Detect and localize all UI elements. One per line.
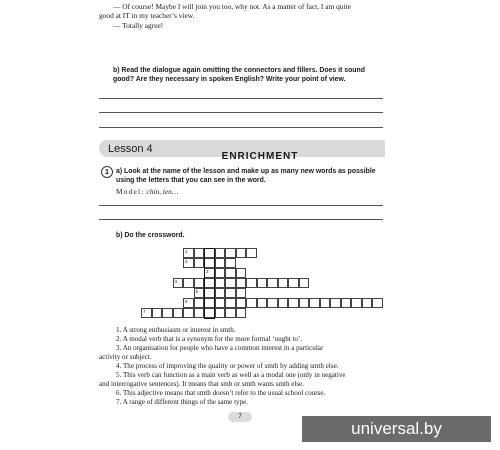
crossword-cell[interactable]	[194, 308, 205, 318]
crossword-cell[interactable]	[173, 308, 184, 318]
task-a-line-1: a) Look at the name of the lesson and make up as many new words as possible	[116, 168, 376, 175]
crossword-cell[interactable]	[236, 268, 247, 278]
crossword-cell[interactable]	[183, 298, 194, 308]
crossword-cell[interactable]	[183, 258, 194, 268]
crossword-cell[interactable]	[204, 278, 215, 288]
dialogue-text-3: — Totally agree!	[113, 21, 164, 30]
crossword-cell[interactable]	[351, 298, 362, 308]
clue-6: 6. This adjective means that smth doesn’t refer to the usual school course.	[116, 389, 326, 397]
crossword-clue-number: 5	[195, 289, 199, 294]
crossword-cell[interactable]	[225, 258, 236, 268]
crossword-cell[interactable]	[194, 278, 205, 288]
crossword-cell[interactable]	[236, 298, 247, 308]
crossword-clue-number: 1	[185, 249, 188, 254]
crossword-cell[interactable]	[257, 298, 268, 308]
crossword-clue-number: 2	[185, 259, 188, 264]
crossword-cell[interactable]	[215, 268, 226, 278]
crossword-clue-number: 3	[206, 269, 209, 274]
clue-3-continued: activity or subject.	[99, 353, 152, 361]
writing-line[interactable]	[99, 127, 383, 128]
lesson-label: Lesson 4	[108, 143, 153, 155]
crossword-cell[interactable]	[215, 278, 226, 288]
crossword-cell[interactable]	[362, 298, 373, 308]
crossword-cell[interactable]	[183, 248, 194, 258]
writing-line[interactable]	[99, 219, 383, 220]
crossword-cell[interactable]	[204, 258, 215, 268]
crossword-clue-number: 7	[143, 309, 146, 314]
crossword-cell[interactable]	[183, 278, 194, 288]
crossword-cell[interactable]	[299, 278, 310, 288]
crossword-clue-number: 6	[185, 299, 188, 304]
crossword-cell[interactable]	[204, 298, 215, 308]
crossword-cell[interactable]	[215, 248, 226, 258]
task-b-top-line-1: b) Read the dialogue again omitting the connectors and fillers. Does it sound	[113, 67, 365, 74]
crossword-cell[interactable]	[225, 268, 236, 278]
clue-2: 2. A modal verb that is a synonym for the more formal ‘ought to’.	[116, 335, 303, 343]
lesson-title: ENRICHMENT	[221, 151, 299, 162]
crossword-cell[interactable]	[225, 308, 236, 318]
crossword-cell[interactable]	[267, 298, 278, 308]
crossword-clue-number: 4	[174, 279, 178, 284]
crossword-cell[interactable]	[215, 258, 226, 268]
task-number-badge: 1	[101, 166, 113, 178]
crossword-key-column	[204, 248, 216, 319]
clue-4: 4. The process of improving the quality or power of smth by adding smth else.	[116, 362, 339, 370]
crossword-cell[interactable]	[246, 248, 257, 258]
crossword-cell[interactable]	[204, 288, 215, 298]
crossword-cell[interactable]	[278, 298, 289, 308]
crossword-cell[interactable]	[215, 308, 226, 318]
crossword-cell[interactable]	[141, 308, 152, 318]
crossword-cell[interactable]	[288, 278, 299, 288]
crossword-cell[interactable]	[152, 308, 163, 318]
crossword-heading: b) Do the crossword.	[116, 232, 185, 239]
writing-line[interactable]	[99, 98, 383, 99]
page-number: 7	[228, 412, 252, 422]
crossword-cell[interactable]	[236, 288, 247, 298]
crossword-cell[interactable]	[194, 288, 205, 298]
writing-line[interactable]	[99, 112, 383, 113]
crossword-cell[interactable]	[204, 268, 215, 278]
clue-7: 7. A range of different things of the same type.	[116, 398, 249, 406]
model-label: Model:	[116, 187, 145, 196]
crossword-cell[interactable]	[204, 308, 215, 318]
crossword-cell[interactable]	[257, 278, 268, 288]
clue-1: 1. A strong enthusiasm or interest in smth.	[116, 326, 236, 334]
task-b-top-line-2: good? Are they necessary in spoken English? Write your point of view.	[113, 76, 346, 83]
crossword-cell[interactable]	[236, 308, 247, 318]
watermark-banner: universal.by	[302, 416, 491, 442]
crossword-cell[interactable]	[173, 278, 184, 288]
task-a-line-2: using the letters that you can see in the word.	[116, 177, 266, 184]
crossword-cell[interactable]	[225, 288, 236, 298]
crossword-cell[interactable]	[267, 278, 278, 288]
crossword-cell[interactable]	[162, 308, 173, 318]
dialogue-text-1: — Of course! Maybe I will join you too, why not. As a matter of fact, I am quite	[113, 2, 351, 11]
writing-line[interactable]	[99, 205, 383, 206]
crossword-cell[interactable]	[225, 298, 236, 308]
crossword-cell[interactable]	[341, 298, 352, 308]
crossword-cell[interactable]	[278, 278, 289, 288]
crossword-cell[interactable]	[215, 288, 226, 298]
crossword-cell[interactable]	[204, 248, 215, 258]
crossword-cell[interactable]	[236, 278, 247, 288]
crossword-cell[interactable]	[236, 248, 247, 258]
model-example-words: chin, ten…	[146, 187, 179, 196]
clue-3: 3. An organisation for people who have a common interest in a particular	[116, 344, 324, 352]
crossword-cell[interactable]	[288, 298, 299, 308]
crossword-cell[interactable]	[246, 298, 257, 308]
crossword-cell[interactable]	[330, 298, 341, 308]
crossword-cell[interactable]	[246, 278, 257, 288]
crossword-cell[interactable]	[225, 278, 236, 288]
crossword-cell[interactable]	[299, 298, 310, 308]
crossword-cell[interactable]	[372, 298, 383, 308]
crossword-cell[interactable]	[183, 308, 194, 318]
crossword-cell[interactable]	[194, 298, 205, 308]
crossword-cell[interactable]	[309, 298, 320, 308]
model-example	[116, 187, 178, 196]
clue-5-continued: and interrogative sentences). It means that smb or smth wants smth else.	[99, 380, 305, 388]
clue-5: 5. This verb can function as a main verb as well as a modal one (only in negative	[116, 371, 346, 379]
crossword-cell[interactable]	[194, 248, 205, 258]
dialogue-line-2: good at IT in my teacher’s view.	[99, 11, 195, 20]
crossword-cell[interactable]	[215, 298, 226, 308]
crossword-cell[interactable]	[225, 248, 236, 258]
crossword-cell[interactable]	[194, 258, 205, 268]
crossword-cell[interactable]	[320, 298, 331, 308]
dialogue-line-3	[99, 21, 384, 31]
